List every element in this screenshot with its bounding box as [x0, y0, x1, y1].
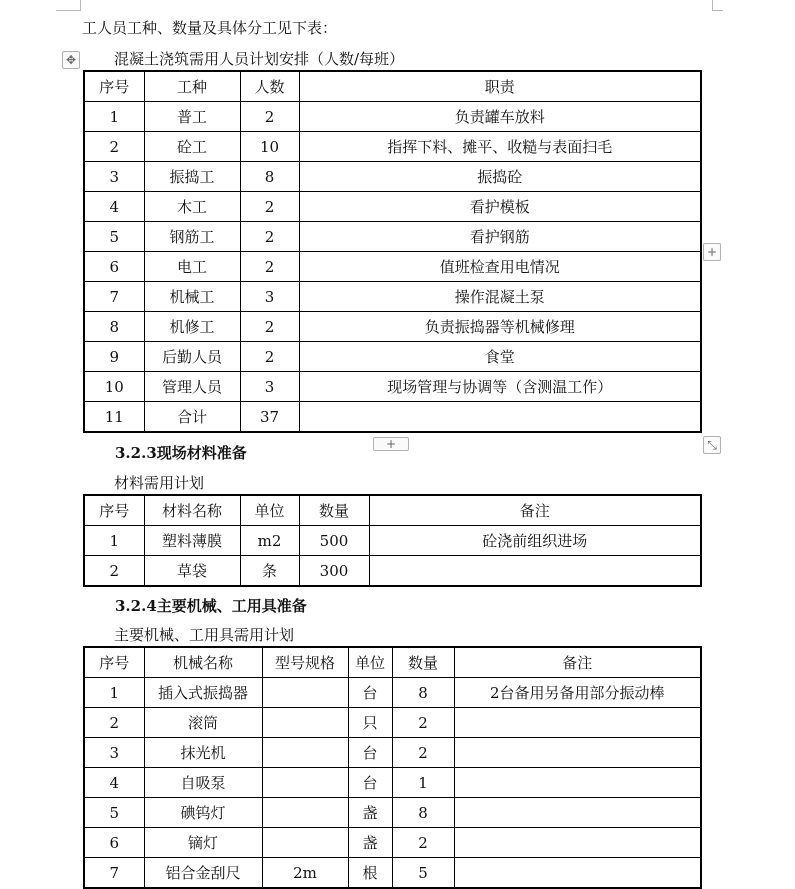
- table-row: [84, 768, 701, 798]
- table-cell: 8: [240, 162, 299, 192]
- table-cell: 镝灯: [144, 828, 262, 858]
- table-cell: 负责振捣器等机械修理: [299, 312, 701, 342]
- table-cell: 木工: [144, 192, 240, 222]
- table-cell: 抹光机: [144, 738, 262, 768]
- section-heading-323: 3.2.3现场材料准备: [115, 444, 247, 462]
- table-cell: 2: [240, 192, 299, 222]
- equipment-table: [83, 646, 702, 889]
- header-cell: 数量: [299, 495, 369, 526]
- table-cell: 管理人员: [144, 372, 240, 402]
- header-cell: 人数: [240, 71, 299, 102]
- add-column-icon[interactable]: +: [703, 243, 721, 261]
- table-cell: 4: [84, 768, 144, 798]
- table-cell: 5: [84, 222, 144, 252]
- table-cell: 塑料薄膜: [144, 526, 240, 556]
- table-cell: 指挥下料、摊平、收糙与表面扫毛: [299, 132, 701, 162]
- table-cell: 4: [84, 192, 144, 222]
- table-cell: 11: [84, 402, 144, 433]
- header-cell: 备注: [369, 495, 701, 526]
- header-cell: 序号: [84, 647, 144, 678]
- table-cell: 2: [240, 312, 299, 342]
- table-cell: 值班检查用电情况: [299, 252, 701, 282]
- table-cell: [262, 708, 348, 738]
- table-move-handle-icon[interactable]: ✥: [62, 51, 80, 69]
- header-cell: 职责: [299, 71, 701, 102]
- table-cell: 根: [348, 858, 392, 889]
- table-cell: [454, 738, 701, 768]
- table-header-row: [84, 71, 701, 102]
- table-cell: 看护钢筋: [299, 222, 701, 252]
- resize-icon[interactable]: ⤡: [703, 436, 721, 454]
- table-cell: 3: [84, 738, 144, 768]
- table-cell: 6: [84, 828, 144, 858]
- table-row: [84, 708, 701, 738]
- table-cell: 只: [348, 708, 392, 738]
- header-cell: 数量: [392, 647, 454, 678]
- table-total-row: [84, 402, 701, 433]
- table-cell: 后勤人员: [144, 342, 240, 372]
- header-cell: 备注: [454, 647, 701, 678]
- table-cell: 2: [392, 828, 454, 858]
- table-cell: 负责罐车放料: [299, 102, 701, 132]
- table-row: [84, 252, 701, 282]
- table-cell: [262, 798, 348, 828]
- table-cell: 2: [240, 222, 299, 252]
- page-corner-mark-left: [56, 0, 81, 11]
- table-cell: 2: [240, 102, 299, 132]
- table-cell: 2: [84, 132, 144, 162]
- add-row-icon[interactable]: +: [373, 437, 409, 451]
- table-cell: 条: [240, 556, 299, 587]
- table-row: [84, 738, 701, 768]
- table-row: [84, 102, 701, 132]
- table-header-row: [84, 495, 701, 526]
- table-cell: 2: [84, 708, 144, 738]
- table-row: [84, 312, 701, 342]
- table-cell: [454, 768, 701, 798]
- table-cell: 3: [84, 162, 144, 192]
- table-cell: 1: [84, 102, 144, 132]
- table-row: [84, 162, 701, 192]
- table-cell: 砼工: [144, 132, 240, 162]
- table-cell: 机修工: [144, 312, 240, 342]
- table-cell: 8: [84, 312, 144, 342]
- table-cell: 8: [392, 798, 454, 828]
- table-cell: 2: [240, 252, 299, 282]
- table-cell: 碘钨灯: [144, 798, 262, 828]
- table-cell: 2台备用另备用部分振动棒: [454, 678, 701, 708]
- table1-caption: 混凝土浇筑需用人员计划安排（人数/每班）: [114, 50, 405, 68]
- table-cell: 砼浇前组织进场: [369, 526, 701, 556]
- table-row: [84, 222, 701, 252]
- table-cell: 7: [84, 282, 144, 312]
- header-cell: 序号: [84, 71, 144, 102]
- table-cell: 草袋: [144, 556, 240, 587]
- header-cell: 型号规格: [262, 647, 348, 678]
- header-cell: 工种: [144, 71, 240, 102]
- table-header-row: [84, 647, 701, 678]
- table-cell: 现场管理与协调等（含测温工作）: [299, 372, 701, 402]
- table-cell: 自吸泵: [144, 768, 262, 798]
- header-cell: 机械名称: [144, 647, 262, 678]
- table-cell: 8: [392, 678, 454, 708]
- table-row: [84, 858, 701, 889]
- table-cell: [262, 828, 348, 858]
- table-cell: 3: [240, 282, 299, 312]
- table-cell: 5: [392, 858, 454, 889]
- intro-text: 工人员工种、数量及具体分工见下表：: [82, 19, 338, 37]
- table-cell: 插入式振捣器: [144, 678, 262, 708]
- table-cell: 操作混凝土泵: [299, 282, 701, 312]
- table-row: [84, 556, 701, 587]
- table-cell: 台: [348, 738, 392, 768]
- table-cell: 电工: [144, 252, 240, 282]
- table-row: [84, 372, 701, 402]
- header-cell: 序号: [84, 495, 144, 526]
- table-row: [84, 526, 701, 556]
- table-cell: 2: [84, 556, 144, 587]
- table-cell: 振捣砼: [299, 162, 701, 192]
- table-cell: 钢筋工: [144, 222, 240, 252]
- table-cell: 1: [84, 678, 144, 708]
- table-cell: [454, 828, 701, 858]
- table-row: [84, 828, 701, 858]
- table-cell: 2: [392, 738, 454, 768]
- table-cell: 9: [84, 342, 144, 372]
- table2-caption: 材料需用计划: [114, 474, 205, 492]
- table-cell: 2: [240, 342, 299, 372]
- table-cell: 300: [299, 556, 369, 587]
- table-cell: 看护模板: [299, 192, 701, 222]
- table-row: [84, 678, 701, 708]
- table-cell: 1: [84, 526, 144, 556]
- table-cell: 盏: [348, 798, 392, 828]
- table-cell: 10: [240, 132, 299, 162]
- table-cell: 盏: [348, 828, 392, 858]
- table-cell: 铝合金刮尺: [144, 858, 262, 889]
- table-cell: [454, 858, 701, 889]
- table-cell: 滚筒: [144, 708, 262, 738]
- table3-caption: 主要机械、工用具需用计划: [114, 626, 295, 644]
- header-cell: 单位: [348, 647, 392, 678]
- table-row: [84, 342, 701, 372]
- table-cell: 37: [240, 402, 299, 433]
- table-cell: 台: [348, 678, 392, 708]
- table-row: [84, 282, 701, 312]
- materials-table: [83, 494, 702, 587]
- table-row: [84, 798, 701, 828]
- table-cell: 7: [84, 858, 144, 889]
- page-corner-mark-right: [712, 0, 723, 11]
- table-cell: [369, 556, 701, 587]
- table-cell: 合计: [144, 402, 240, 433]
- table-cell: 振捣工: [144, 162, 240, 192]
- table-cell: 普工: [144, 102, 240, 132]
- table-cell: [262, 738, 348, 768]
- table-cell: 食堂: [299, 342, 701, 372]
- header-cell: 材料名称: [144, 495, 240, 526]
- table-cell: 台: [348, 768, 392, 798]
- personnel-table: [83, 70, 702, 433]
- table-cell: 6: [84, 252, 144, 282]
- table-cell: 500: [299, 526, 369, 556]
- table-cell: 2: [392, 708, 454, 738]
- table-cell: 机械工: [144, 282, 240, 312]
- table-cell: [454, 798, 701, 828]
- section-heading-324: 3.2.4主要机械、工用具准备: [115, 597, 307, 615]
- header-cell: 单位: [240, 495, 299, 526]
- table-cell: [454, 708, 701, 738]
- table-cell: 1: [392, 768, 454, 798]
- table-cell: [262, 768, 348, 798]
- table-cell: [299, 402, 701, 433]
- table-cell: 5: [84, 798, 144, 828]
- table-row: [84, 132, 701, 162]
- table-cell: 10: [84, 372, 144, 402]
- table-row: [84, 192, 701, 222]
- table-cell: m2: [240, 526, 299, 556]
- table-cell: 2m: [262, 858, 348, 889]
- table-cell: [262, 678, 348, 708]
- table-cell: 3: [240, 372, 299, 402]
